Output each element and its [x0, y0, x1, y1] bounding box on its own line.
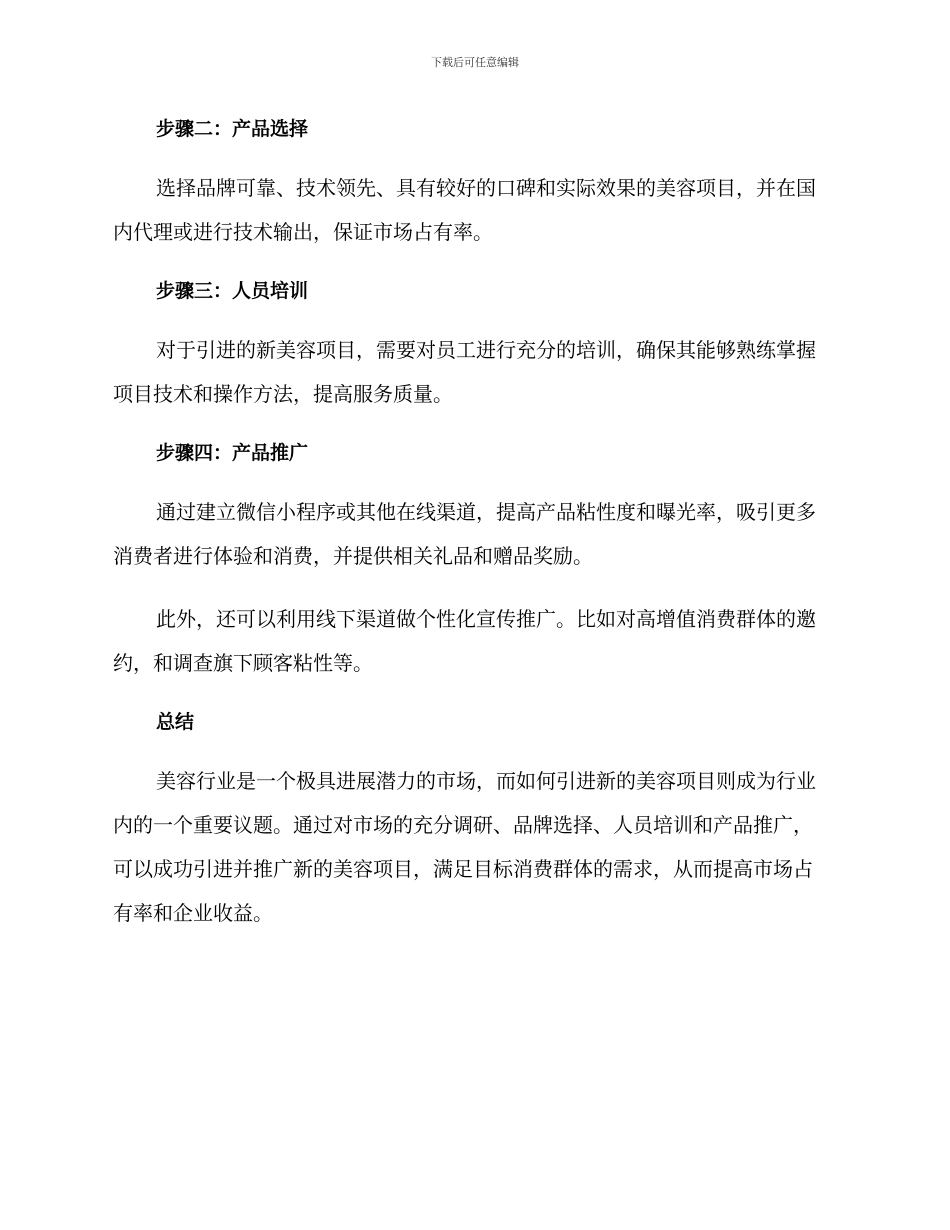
section-heading-summary: 总结 [156, 711, 195, 733]
paragraph-staff-training: 对于引进的新美容项目，需要对员工进行充分的培训，确保其能够熟练掌握项目技术和操作方法，提高服务质量。 [113, 338, 816, 406]
section-heading-step-three: 步骤三：人员培训 [156, 280, 309, 302]
section-heading-step-two: 步骤二：产品选择 [156, 118, 309, 140]
paragraph-summary: 美容行业是一个极具进展潜力的市场，而如何引进新的美容项目则成为行业内的一个重要议题。通过对市场的充分调研、品牌选择、人员培训和产品推广，可以成功引进并推广新的美容项目，满足目标消费群体的需求，从而提高市场占有率和企业收益。 [113, 769, 816, 925]
page-header: 下载后可任意编辑 [431, 56, 519, 69]
paragraph-offline-promotion: 此外，还可以利用线下渠道做个性化宣传推广。比如对高增值消费群体的邀约，和调查旗下顾客粘性等。 [113, 607, 816, 675]
section-heading-step-four: 步骤四：产品推广 [156, 442, 309, 464]
paragraph-online-promotion: 通过建立微信小程序或其他在线渠道，提高产品粘性度和曝光率，吸引更多消费者进行体验和消费，并提供相关礼品和赠品奖励。 [113, 500, 816, 568]
paragraph-product-selection: 选择品牌可靠、技术领先、具有较好的口碑和实际效果的美容项目，并在国内代理或进行技术输出，保证市场占有率。 [113, 176, 816, 244]
document-body [113, 111, 831, 954]
